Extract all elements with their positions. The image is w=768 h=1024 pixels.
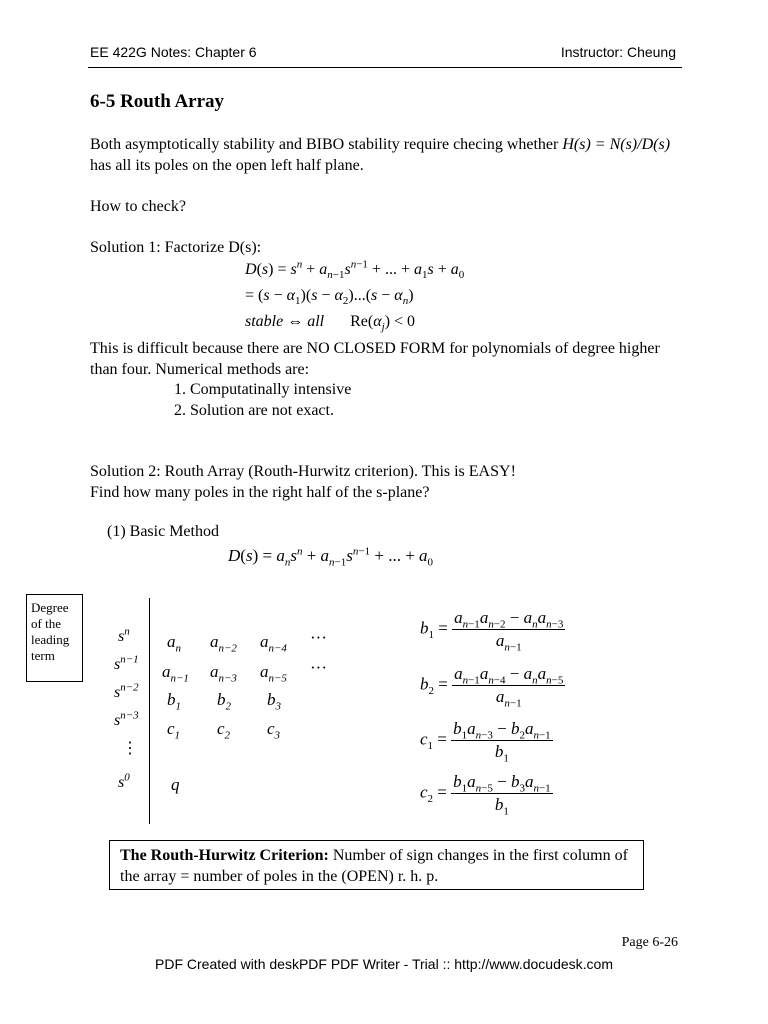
criterion-heading: The Routh-Hurwitz Criterion: [120,847,329,864]
routh-table [100,598,350,826]
solution2-line2: Find how many poles in the right half of the s-plane? [90,484,430,501]
table-cell: q [171,775,180,794]
table-cell: $b_2$ [217,690,231,713]
how-to-check: How to check? [90,198,186,215]
formula-c1: $c_1$ = $\frac{b_1a_{n-3} - b_2a_{n-1}}{b_1}$ [420,719,551,765]
table-cell: $c_1$ [167,719,181,742]
table-cell: $a_{n-5}$ [260,662,287,685]
table-cell: $a_{n-1}$ [162,662,189,685]
solution1-label: Solution 1: Factorize D(s): [90,239,262,256]
row-label-sn: $s^n$ [118,625,130,645]
row-label-sn2: $s^{n-2}$ [114,681,139,701]
degree-box-line: leading [31,632,70,647]
intro-text-after: has all its poles on the open left half plane. [90,157,364,174]
hs-expression: H(s) = N(s)/D(s) [562,136,671,153]
criterion-text: Number of sign changes in the first column of the array = number of poles in the (OPEN) r. h. p. [120,847,628,885]
row-label-sn3: $s^{n-3}$ [114,709,139,729]
pdf-footer: PDF Created with deskPDF PDF Writer - Trial :: http://www.docudesk.com [155,956,613,972]
solution1-eq-line2: = $(s - \alpha_1)(s - \alpha_2)...(s - \alpha_n)$ [245,287,414,308]
formula-c2: $c_2$ = $\frac{b_1a_{n-5} - b_3a_{n-1}}{b_1}$ [420,772,551,818]
table-cell: $c_3$ [267,719,281,742]
basic-method-label: (1) Basic Method [107,523,219,540]
table-cell: $b_1$ [167,690,181,713]
degree-box [26,594,83,682]
table-cell: $a_n$ [167,632,181,655]
header-right: Instructor: Cheung [560,44,676,60]
formula-b1: $b_1$ = $\frac{a_{n-1}a_{n-2} - a_na_{n-3}}{a_{n-1}}$ [420,608,564,654]
criterion-box [109,840,644,890]
degree-box-line: term [31,648,55,663]
formula-b2: $b_2$ = $\frac{a_{n-1}a_{n-4} - a_na_{n-5}}{a_{n-1}}$ [420,664,564,710]
basic-method-equation: $D(s) = a_ns^n + a_{n-1}s^{n-1}$ + ... + $a_0$ [228,545,434,569]
page-number: Page 6-26 [621,935,678,950]
row-label-sn1: $s^{n-1}$ [114,653,139,673]
table-cell: $a_{n-3}$ [210,662,237,685]
row-label-vdots: ⋮ [122,740,138,757]
table-cell: $a_{n-2}$ [210,632,237,655]
section-title: 6-5 Routh Array [90,91,225,112]
solution1-eq-line3: stable ⇔ all $Re(\alpha_j) < 0$ [245,313,416,334]
table-cell: ··· [310,658,327,677]
routh-table-divider [149,598,150,824]
table-cell: ··· [310,628,327,647]
table-cell: $a_{n-4}$ [260,632,287,655]
intro-paragraph [90,134,680,176]
degree-box-line: of the [31,616,61,631]
table-cell: $c_2$ [217,719,231,742]
intro-text-before: Both asymptotically stability and BIBO stability require checing whether [90,136,563,153]
methods-item-2: 2. Solution are not exact. [174,402,334,419]
row-label-s0: $s^0$ [118,771,130,791]
header-divider [88,67,682,68]
header-left: EE 422G Notes: Chapter 6 [90,44,257,60]
methods-item-1: 1. Computatinally intensive [174,381,352,398]
solution1-eq-line1: $D(s) = s^n + a_{n-1}s^{n-1}$ + ... + $a_1s + a_0$ [245,258,465,282]
methods-list [174,379,351,421]
solution2-line1: Solution 2: Routh Array (Routh-Hurwitz criterion). This is EASY! [90,463,516,480]
table-cell: $b_3$ [267,690,281,713]
degree-box-line: Degree [31,600,69,615]
difficulty-paragraph: This is difficult because there are NO CLOSED FORM for polynomials of degree higher than four. Numerical methods are: [90,340,660,378]
